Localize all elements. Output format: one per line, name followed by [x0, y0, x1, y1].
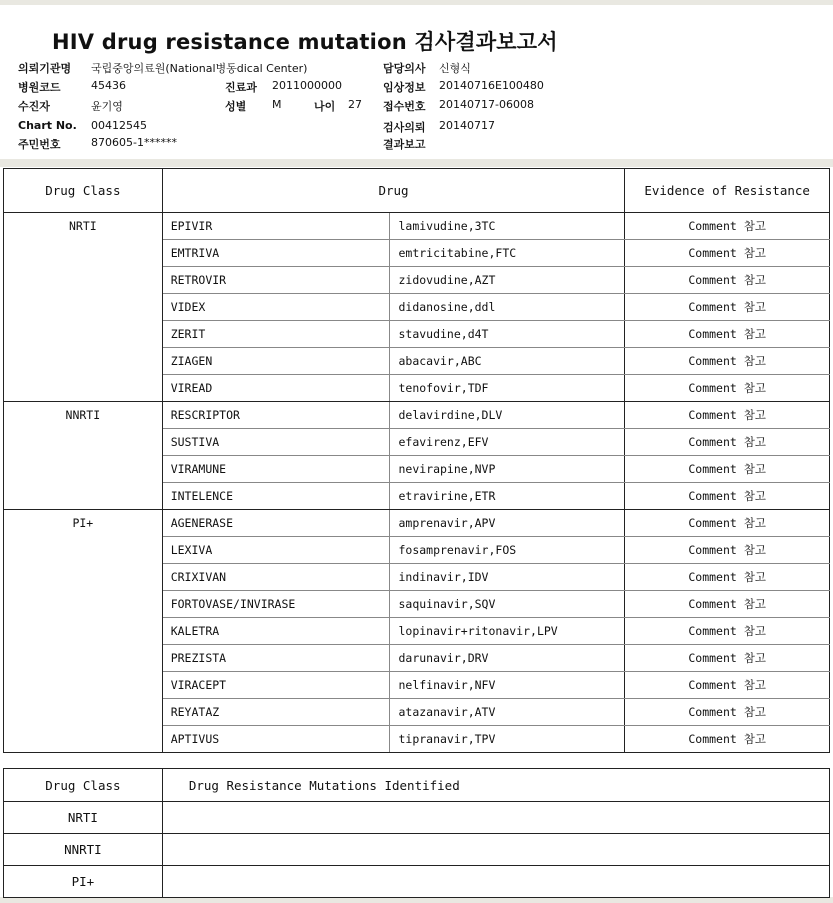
table-row	[4, 866, 830, 898]
brand-name-cell: SUSTIVA	[162, 429, 390, 456]
clinical-info-value: 20140716E100480	[439, 79, 544, 92]
evidence-cell: Comment 참고	[625, 321, 830, 348]
brand-name-cell: RETROVIR	[162, 267, 390, 294]
table-row	[4, 213, 830, 240]
header-mutations: Drug Resistance Mutations Identified	[162, 769, 829, 802]
department-value: 2011000000	[272, 79, 342, 92]
drug-class-cell: NNRTI	[4, 402, 163, 510]
generic-name-cell: tenofovir,TDF	[390, 375, 625, 402]
evidence-cell: Comment 참고	[625, 483, 830, 510]
section-divider	[0, 159, 833, 167]
generic-name-cell: abacavir,ABC	[390, 348, 625, 375]
drug-class-cell: NRTI	[4, 802, 163, 834]
brand-name-cell: AGENERASE	[162, 510, 390, 537]
mutations-cell	[162, 802, 829, 834]
generic-name-cell: tipranavir,TPV	[390, 726, 625, 753]
generic-name-cell: atazanavir,ATV	[390, 699, 625, 726]
report-title: HIV drug resistance mutation 검사결과보고서	[52, 30, 558, 54]
brand-name-cell: EMTRIVA	[162, 240, 390, 267]
drug-class-cell: NNRTI	[4, 834, 163, 866]
evidence-cell: Comment 참고	[625, 726, 830, 753]
evidence-cell: Comment 참고	[625, 456, 830, 483]
header-drug-class: Drug Class	[4, 769, 163, 802]
generic-name-cell: efavirenz,EFV	[390, 429, 625, 456]
brand-name-cell: RESCRIPTOR	[162, 402, 390, 429]
mutations-cell	[162, 866, 829, 898]
collector-label: 수진자	[18, 100, 50, 113]
generic-name-cell: saquinavir,SQV	[390, 591, 625, 618]
test-request-value: 20140717	[439, 119, 495, 132]
evidence-cell: Comment 참고	[625, 618, 830, 645]
table-row	[4, 510, 830, 537]
generic-name-cell: lopinavir+ritonavir,LPV	[390, 618, 625, 645]
evidence-cell: Comment 참고	[625, 294, 830, 321]
generic-name-cell: etravirine,ETR	[390, 483, 625, 510]
table-row	[4, 802, 830, 834]
age-label: 나이	[314, 100, 336, 113]
resistance-table-header	[4, 169, 830, 213]
age-value: 27	[348, 98, 362, 111]
brand-name-cell: FORTOVASE/INVIRASE	[162, 591, 390, 618]
brand-name-cell: VIRAMUNE	[162, 456, 390, 483]
generic-name-cell: emtricitabine,FTC	[390, 240, 625, 267]
mutation-table	[3, 768, 830, 898]
evidence-cell: Comment 참고	[625, 645, 830, 672]
brand-name-cell: ZERIT	[162, 321, 390, 348]
receipt-number-value: 20140717-06008	[439, 98, 534, 111]
resistance-table	[3, 168, 830, 753]
generic-name-cell: darunavir,DRV	[390, 645, 625, 672]
table-row	[4, 834, 830, 866]
doctor-value: 신형식	[439, 62, 471, 75]
mutations-cell	[162, 834, 829, 866]
generic-name-cell: amprenavir,APV	[390, 510, 625, 537]
institution-value: 국립중앙의료원(National병동dical Center)	[91, 62, 308, 75]
chart-value: 00412545	[91, 119, 147, 132]
brand-name-cell: CRIXIVAN	[162, 564, 390, 591]
drug-class-cell: NRTI	[4, 213, 163, 402]
brand-name-cell: INTELENCE	[162, 483, 390, 510]
evidence-cell: Comment 참고	[625, 375, 830, 402]
sex-label: 성별	[225, 100, 247, 113]
brand-name-cell: KALETRA	[162, 618, 390, 645]
evidence-cell: Comment 참고	[625, 267, 830, 294]
evidence-cell: Comment 참고	[625, 213, 830, 240]
mutation-table-header	[4, 769, 830, 802]
department-label: 진료과	[225, 81, 257, 94]
resident-value: 870605-1******	[91, 136, 177, 149]
header-evidence: Evidence of Resistance	[625, 169, 830, 213]
brand-name-cell: PREZISTA	[162, 645, 390, 672]
patient-info	[0, 5, 833, 165]
brand-name-cell: LEXIVA	[162, 537, 390, 564]
hospital-code-value: 45436	[91, 79, 126, 92]
resident-label: 주민번호	[18, 138, 61, 151]
generic-name-cell: fosamprenavir,FOS	[390, 537, 625, 564]
evidence-cell: Comment 참고	[625, 348, 830, 375]
brand-name-cell: ZIAGEN	[162, 348, 390, 375]
collector-value: 윤기영	[91, 100, 123, 113]
institution-label: 의뢰기관명	[18, 62, 72, 75]
evidence-cell: Comment 참고	[625, 672, 830, 699]
receipt-number-label: 접수번호	[383, 100, 426, 113]
evidence-cell: Comment 참고	[625, 510, 830, 537]
brand-name-cell: APTIVUS	[162, 726, 390, 753]
brand-name-cell: REYATAZ	[162, 699, 390, 726]
evidence-cell: Comment 참고	[625, 240, 830, 267]
generic-name-cell: nelfinavir,NFV	[390, 672, 625, 699]
generic-name-cell: stavudine,d4T	[390, 321, 625, 348]
chart-label: Chart No.	[18, 119, 77, 132]
evidence-cell: Comment 참고	[625, 564, 830, 591]
test-request-label: 검사의뢰	[383, 121, 426, 134]
evidence-cell: Comment 참고	[625, 402, 830, 429]
doctor-label: 담당의사	[383, 62, 426, 75]
brand-name-cell: VIDEX	[162, 294, 390, 321]
evidence-cell: Comment 참고	[625, 591, 830, 618]
drug-class-cell: PI+	[4, 510, 163, 753]
hospital-code-label: 병원코드	[18, 81, 61, 94]
clinical-info-label: 임상정보	[383, 81, 426, 94]
result-report-label: 결과보고	[383, 138, 426, 151]
brand-name-cell: VIREAD	[162, 375, 390, 402]
evidence-cell: Comment 참고	[625, 699, 830, 726]
generic-name-cell: didanosine,ddl	[390, 294, 625, 321]
header-drug-class: Drug Class	[4, 169, 163, 213]
evidence-cell: Comment 참고	[625, 537, 830, 564]
header-drug: Drug	[162, 169, 625, 213]
evidence-cell: Comment 참고	[625, 429, 830, 456]
generic-name-cell: lamivudine,3TC	[390, 213, 625, 240]
brand-name-cell: EPIVIR	[162, 213, 390, 240]
generic-name-cell: indinavir,IDV	[390, 564, 625, 591]
brand-name-cell: VIRACEPT	[162, 672, 390, 699]
table-row	[4, 402, 830, 429]
generic-name-cell: zidovudine,AZT	[390, 267, 625, 294]
sex-value: M	[272, 98, 282, 111]
generic-name-cell: delavirdine,DLV	[390, 402, 625, 429]
drug-class-cell: PI+	[4, 866, 163, 898]
generic-name-cell: nevirapine,NVP	[390, 456, 625, 483]
